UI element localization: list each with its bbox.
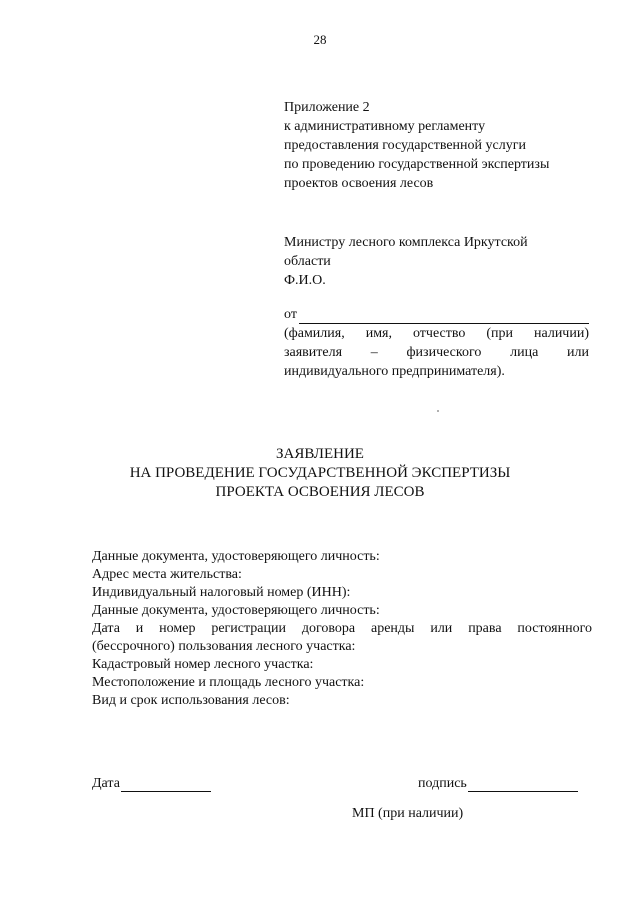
applicant-from-line <box>284 305 589 324</box>
lease-word: и <box>135 621 144 636</box>
stamp-note: МП (при наличии) <box>352 806 464 821</box>
applicant-name-blank[interactable] <box>299 310 589 324</box>
signature-line <box>418 776 578 792</box>
annex-line: предоставления государственной услуги <box>284 138 526 153</box>
lease-word: права <box>468 621 502 636</box>
applicant-hint-line: индивидуального предпринимателя). <box>284 364 505 379</box>
annex-line: проектов освоения лесов <box>284 176 434 191</box>
from-label: от <box>284 307 297 322</box>
addressee-line: Министру лесного комплекса Иркутской <box>284 235 528 250</box>
lease-word: договора <box>301 621 356 636</box>
application-fields <box>92 548 592 710</box>
lease-word: регистрации <box>211 621 286 636</box>
field-residence-address: Адрес места жительства: <box>92 567 242 582</box>
lease-word: постоянного <box>517 621 592 636</box>
addressee-block <box>284 233 589 290</box>
hint-word: (при <box>486 326 514 341</box>
field-lease-line <box>92 620 592 638</box>
field-location-area: Местоположение и площадь лесного участка: <box>92 675 365 690</box>
hint-word: имя, <box>365 326 392 341</box>
hint-word: (фамилия, <box>284 326 345 341</box>
applicant-hint-line <box>284 343 589 362</box>
annex-line: к административному регламенту <box>284 119 486 134</box>
hint-word: лица <box>510 345 539 360</box>
signature-label: подпись <box>418 776 467 791</box>
annex-line: Приложение 2 <box>284 100 370 115</box>
signature-blank[interactable] <box>468 778 578 792</box>
hint-word: отчество <box>412 326 466 341</box>
date-label: Дата <box>92 776 120 791</box>
lease-word: номер <box>159 621 196 636</box>
addressee-line: области <box>284 254 331 269</box>
date-line <box>92 776 211 792</box>
addressee-name: Ф.И.О. <box>284 273 326 288</box>
title-line: НА ПРОВЕДЕНИЕ ГОСУДАРСТВЕННОЙ ЭКСПЕРТИЗЫ <box>129 465 511 481</box>
document-title <box>0 445 640 502</box>
field-lease-line-2: (бессрочного) пользования лесного участка: <box>92 639 356 654</box>
page-number: 28 <box>313 32 327 47</box>
field-inn: Индивидуальный налоговый номер (ИНН): <box>92 585 351 600</box>
hint-word: физического <box>406 345 482 360</box>
lease-word: Дата <box>92 621 120 636</box>
lease-word: аренды <box>371 621 415 636</box>
annex-line: по проведению государственной экспертизы <box>284 157 550 172</box>
field-usage-type-term: Вид и срок использования лесов: <box>92 693 290 708</box>
annex-header <box>284 98 549 193</box>
date-blank[interactable] <box>121 778 211 792</box>
hint-word: заявителя <box>284 345 343 360</box>
field-identity-doc-2: Данные документа, удостоверяющего личность: <box>92 603 380 618</box>
hint-word: – <box>370 345 378 360</box>
hint-word: наличии) <box>534 326 589 341</box>
applicant-hint-line <box>284 324 589 343</box>
lease-word: или <box>430 621 453 636</box>
title-line: ЗАЯВЛЕНИЕ <box>276 446 364 462</box>
field-cadastral-number: Кадастровый номер лесного участка: <box>92 657 314 672</box>
title-line: ПРОЕКТА ОСВОЕНИЯ ЛЕСОВ <box>215 484 425 500</box>
hint-word: или <box>567 345 589 360</box>
applicant-block <box>284 305 589 381</box>
scan-speck <box>437 410 439 412</box>
field-identity-doc: Данные документа, удостоверяющего личность: <box>92 549 380 564</box>
